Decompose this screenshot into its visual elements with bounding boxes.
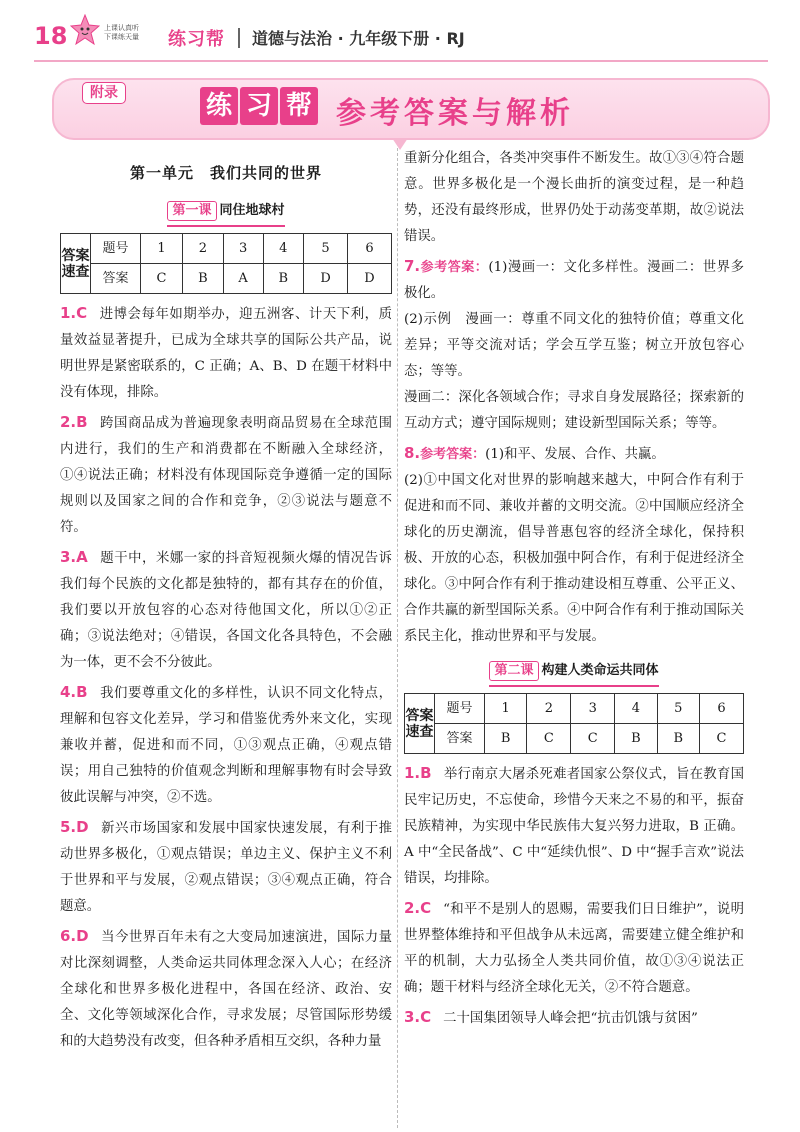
lesson-name: 同住地球村 [219, 203, 285, 218]
number-row-header: 题号 [91, 234, 141, 264]
question-number: 1 [485, 694, 527, 724]
header-separator [238, 28, 240, 48]
question-number: 5 [304, 234, 348, 264]
question-number: 4 [263, 234, 304, 264]
question-number: 5 [657, 694, 699, 724]
number-row-header: 题号 [435, 694, 485, 724]
answer-item [60, 814, 392, 920]
continued-text: 重新分化组合，各类冲突事件不断发生。故①③④符合题意。世界多极化是一个漫长曲折的演变过程，是一种趋势，还没有最终形成，世界仍处于动荡变革期，故②说法错误。 [404, 151, 744, 244]
answer-cell: A [223, 264, 263, 294]
lesson-tag: 第二课 [489, 661, 538, 681]
page-header [0, 0, 800, 70]
brand-badge [200, 87, 318, 125]
answer-cell: B [615, 724, 657, 754]
explanation-text: 举行南京大屠杀死难者国家公祭仪式，旨在教育国民牢记历史，不忘使命，珍惜今天来之不易的和平，振奋民族精神，为实现中华民族伟大复兴努力进取，B 正确。A 中“全民备战”、C 中“延续仇恨”、D 中“握手言欢”说法错误，均排除。 [404, 767, 744, 886]
answer-paragraph: 漫画二：深化各领域合作；寻求自身发展路径；探索新的互动方式；遵守国际规则；建设新型国际关系；等等。 [404, 390, 744, 431]
lesson-heading [404, 658, 744, 687]
answer-item [60, 300, 392, 406]
page-number: 18 [34, 22, 68, 50]
answer-paragraph: (2)①中国文化对世界的影响越来越大，中阿合作有利于促进和而不同、兼收并蓄的文明交流。②中国顺应经济全球化的历史潮流，倡导普惠包容的经济全球化，保持积极、开放的心态，积极加强中阿合作，有利于促进经济全球化。③中阿合作有利于推动建设相互尊重、公平正义、合作共赢的新型国际关系。④中阿合作有利于推动国际关系民主化，推动世界和平与发展。 [404, 473, 744, 644]
answer-item-8 [404, 440, 744, 468]
answer-cell: C [700, 724, 744, 754]
answer-table [60, 233, 392, 294]
question-label: 3.A [60, 548, 88, 566]
right-column [404, 146, 744, 1032]
answer-table [404, 693, 744, 754]
answer-cell: B [263, 264, 304, 294]
star-mascot-icon [70, 14, 100, 50]
question-number: 3 [571, 694, 615, 724]
question-number: 2 [527, 694, 571, 724]
answer-text: (1)和平、发展、合作、共赢。 [485, 447, 665, 462]
left-column [60, 146, 392, 1055]
question-label: 1.B [404, 764, 432, 782]
question-number: 6 [348, 234, 392, 264]
question-label: 5.D [60, 818, 89, 836]
explanation-text: 新兴市场国家和发展中国家快速发展，有利于推动世界多极化，①观点错误；单边主义、保护主义不利于世界和平与发展，②观点错误；③④观点正确，符合题意。 [60, 821, 392, 914]
answer-cell: B [485, 724, 527, 754]
lesson-tag: 第一课 [167, 201, 216, 221]
question-label: 7. [404, 257, 421, 275]
answer-cell: C [571, 724, 615, 754]
answer-item [60, 544, 392, 676]
question-label: 3.C [404, 1008, 432, 1026]
answer-cell: D [348, 264, 392, 294]
question-label: 2.C [404, 899, 432, 917]
slogan-line-2: 下课练天量 [104, 33, 139, 41]
answer-item [60, 409, 392, 541]
explanation-text: 进博会每年如期举办，迎五洲客、计天下利，质量效益显著提升，已成为全球共享的国际公共产品，说明世界是紧密联系的，C 正确；A、B、D 在题干材料中没有体现，排除。 [60, 307, 392, 400]
brand-char: 习 [240, 87, 278, 125]
answer-cell: D [304, 264, 348, 294]
explanation-text: 题干中，米娜一家的抖音短视频火爆的情况告诉我们每个民族的文化都是独特的，都有其存在的价值，我们要以开放包容的心态对待他国文化，所以①②正确；③说法绝对；④错误，各国文化各具特色，不会融为一体，更不会不分彼此。 [60, 551, 392, 670]
question-number: 2 [183, 234, 224, 264]
answer-text: (1)漫画一：文化多样性。漫画二：世界多极化。 [404, 260, 744, 301]
answer-cell: B [657, 724, 699, 754]
answer-item [60, 679, 392, 811]
explanation-text: 二十国集团领导人峰会把“抗击饥饿与贫困” [443, 1011, 698, 1026]
question-label: 8. [404, 444, 421, 462]
question-label: 2.B [60, 413, 88, 431]
answer-item [404, 895, 744, 1001]
answer-paragraph: (2)示例 漫画一：尊重不同文化的独特价值；尊重文化差异；平等交流对话；学会互学互鉴；树立开放包容心态；等等。 [404, 312, 744, 379]
answer-cell: C [141, 264, 183, 294]
appendix-label: 附录 [82, 82, 126, 104]
reference-answer-label: 参考答案： [420, 447, 486, 462]
question-label: 1.C [60, 304, 88, 322]
question-number: 1 [141, 234, 183, 264]
question-number: 3 [223, 234, 263, 264]
brand-char: 帮 [280, 87, 318, 125]
question-label: 6.D [60, 927, 89, 945]
lesson-name: 构建人类命运共同体 [541, 663, 659, 678]
explanation-text: 跨国商品成为普遍现象表明商品贸易在全球范围内进行，我们的生产和消费都在不断融入全球经济，①④说法正确；材料没有体现国际竞争遵循一定的国际规则以及国家之间的合作和竞争，②③说法与题意不符。 [60, 416, 392, 535]
slogan-line-1: 上课认真听 [104, 24, 139, 32]
column-divider [397, 148, 398, 1128]
question-number: 4 [615, 694, 657, 724]
quick-answer-label: 答案速查 [405, 694, 435, 754]
header-rule [34, 60, 768, 62]
answer-item [404, 760, 744, 892]
question-label: 4.B [60, 683, 88, 701]
answer-item [404, 1004, 744, 1032]
answer-row-header: 答案 [91, 264, 141, 294]
answer-row-header: 答案 [435, 724, 485, 754]
question-number: 6 [700, 694, 744, 724]
brand-name: 练习帮 [168, 29, 225, 50]
explanation-text: 当今世界百年未有之大变局加速演进，国际力量对比深刻调整，人类命运共同体理念深入人心；在经济全球化和世界多极化进程中，各国在经济、政治、安全、文化等领域深化合作，寻求发展；尽管国际形势缓和的大趋势没有改变，但各种矛盾相互交织，各种力量 [60, 930, 392, 1049]
quick-answer-label: 答案速查 [61, 234, 91, 294]
reference-answer-label: 参考答案： [420, 260, 489, 275]
answer-item-7 [404, 253, 744, 307]
lesson-heading [60, 198, 392, 227]
unit-title: 第一单元 我们共同的世界 [129, 164, 322, 182]
answer-cell: B [183, 264, 224, 294]
answer-item [60, 923, 392, 1055]
banner-title: 参考答案与解析 [336, 96, 574, 131]
slogan [104, 24, 139, 42]
answer-cell: C [527, 724, 571, 754]
explanation-text: 我们要尊重文化的多样性，认识不同文化特点，理解和包容文化差异，学习和借鉴优秀外来文化，实现兼收并蓄，促进和而不同，①③观点正确，④观点错误；用自己独特的价值观念判断和理解事物有时会导致彼此误解与冲突，②不选。 [60, 686, 392, 805]
explanation-text: “和平不是别人的恩赐，需要我们日日维护”，说明世界整体维持和平但战争从未远离，需要建立健全维护和平的机制，大力弘扬全人类共同价值，故①③④说法正确；题干材料与经济全球化无关，②不符合题意。 [404, 902, 744, 995]
course-title: 道德与法治 · 九年级下册 · RJ [252, 29, 465, 48]
brand-char: 练 [200, 87, 238, 125]
